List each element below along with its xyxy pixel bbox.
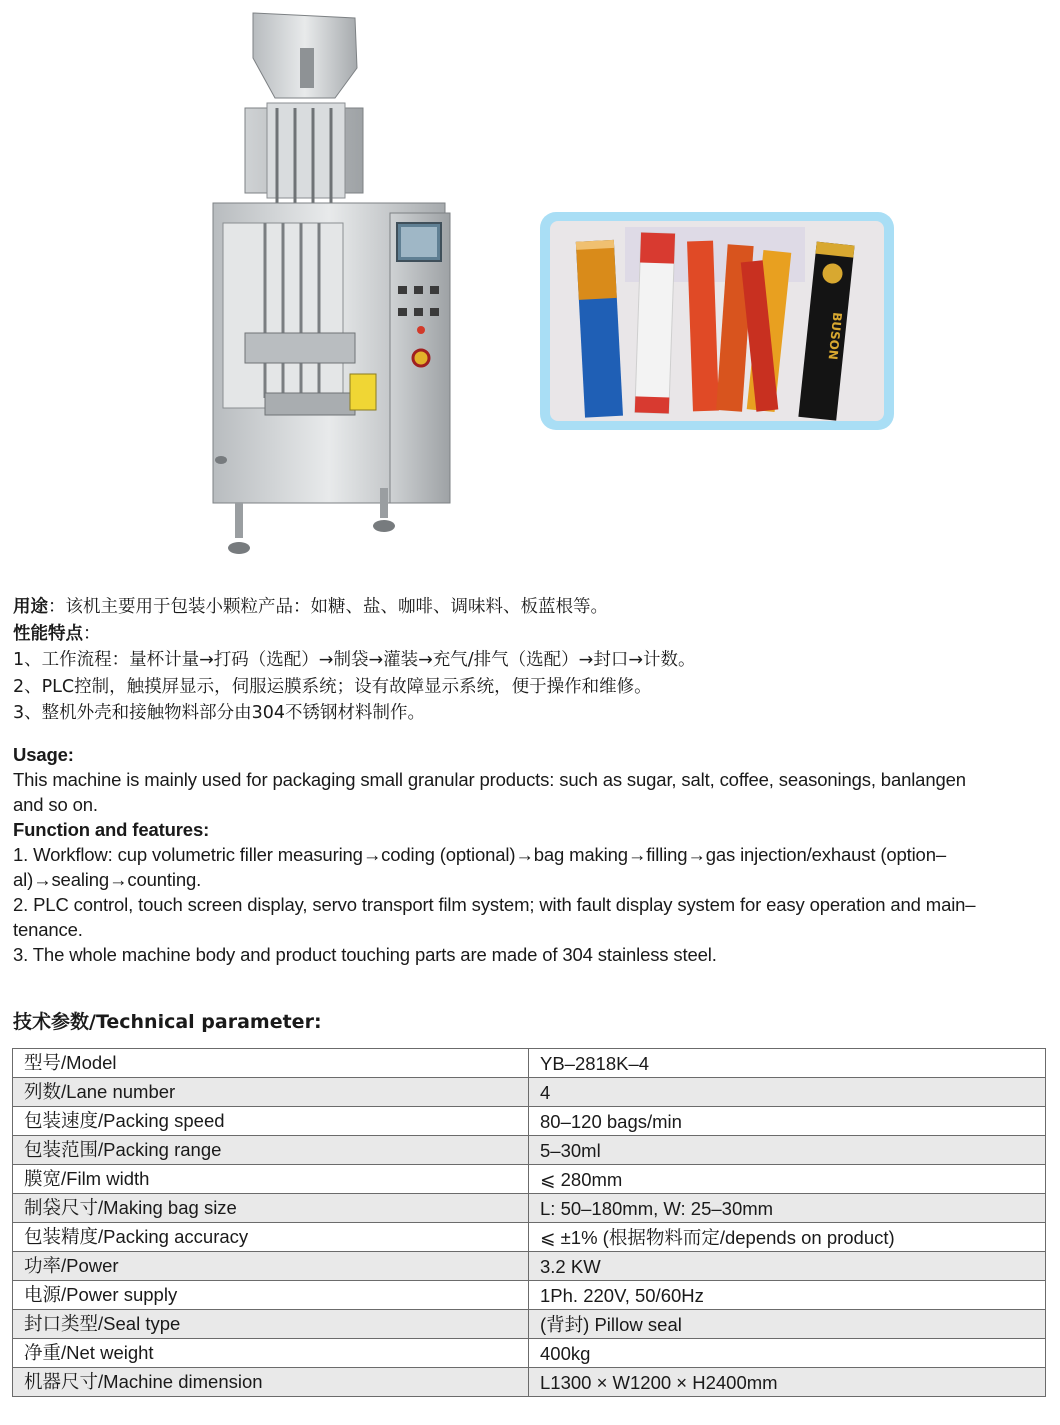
en-usage-line-2: and so on. (13, 794, 98, 815)
product-samples-frame (540, 212, 894, 430)
param-label-cn: 功率 (24, 1256, 62, 1277)
param-value-cell: 80–120 bags/min (529, 1107, 1046, 1136)
product-samples-image (550, 221, 884, 421)
cn-usage-label: 用途 (13, 597, 48, 617)
en-usage-line-1: This machine is mainly used for packaging small granular products: such as sugar, salt, coffee, seasonings, banlangen (13, 769, 966, 790)
param-value-cell: 400kg (529, 1339, 1046, 1368)
param-value-cell: ⩽ ±1% (根据物料而定/depends on product) (529, 1223, 1046, 1252)
param-label-cell (13, 1049, 529, 1078)
param-label-cell (13, 1252, 529, 1281)
param-label-en: /Power (61, 1255, 119, 1276)
param-label-en: /Making bag size (98, 1197, 237, 1218)
cn-feature-item-2: 2、PLC控制，触摸屏显示，伺服运膜系统；设有故障显示系统，便于操作和维修。 (13, 676, 652, 697)
param-label-cell (13, 1078, 529, 1107)
cn-features-colon: ： (83, 623, 101, 644)
table-row (13, 1078, 1046, 1107)
param-label-en: /Lane number (61, 1081, 176, 1102)
en-usage-label: Usage: (13, 744, 74, 765)
technical-parameter-table (12, 1048, 1046, 1397)
param-label-cn: 净重 (24, 1343, 62, 1364)
param-value-cell: L1300 × W1200 × H2400mm (529, 1368, 1046, 1397)
table-row (13, 1368, 1046, 1397)
param-value-cell: 1Ph. 220V, 50/60Hz (529, 1281, 1046, 1310)
param-label-cell (13, 1165, 529, 1194)
cn-usage-line (13, 594, 1043, 621)
param-label-cn: 封口类型 (24, 1314, 99, 1335)
param-label-cell (13, 1194, 529, 1223)
en-feature-line-2: al)→sealing→counting. (13, 869, 202, 890)
table-row (13, 1310, 1046, 1339)
param-label-cell (13, 1223, 529, 1252)
table-row (13, 1049, 1046, 1078)
buson-logo-text: BUSON (825, 311, 845, 361)
packaging-machine-image (205, 8, 475, 563)
cn-features-line (13, 621, 1043, 648)
param-label-en: /Power supply (61, 1284, 178, 1305)
en-feature-line-1: 1. Workflow: cup volumetric filler measuring→coding (optional)→bag making→filling→gas injection/exhaust (option– (13, 844, 946, 865)
param-label-cell (13, 1281, 529, 1310)
en-features-label: Function and features: (13, 819, 210, 840)
table-row (13, 1194, 1046, 1223)
param-label-en: /Model (61, 1052, 117, 1073)
param-value-cell: 3.2 KW (529, 1252, 1046, 1281)
param-value-cell: 4 (529, 1078, 1046, 1107)
param-label-cn: 机器尺寸 (24, 1372, 99, 1393)
param-label-cell (13, 1310, 529, 1339)
param-label-en: /Film width (61, 1168, 150, 1189)
technical-parameter-title: 技术参数/Technical parameter: (13, 1011, 322, 1033)
param-label-en: /Machine dimension (98, 1371, 263, 1392)
param-value-cell: ⩽ 280mm (529, 1165, 1046, 1194)
table-row (13, 1281, 1046, 1310)
param-value-cell: (背封) Pillow seal (529, 1310, 1046, 1339)
param-label-cn: 包装速度 (24, 1111, 99, 1132)
table-row (13, 1223, 1046, 1252)
en-feature-line-5: 3. The whole machine body and product touching parts are made of 304 stainless steel. (13, 944, 717, 965)
param-label-cn: 膜宽 (24, 1169, 62, 1190)
table-row (13, 1136, 1046, 1165)
en-feature-line-4: tenance. (13, 919, 83, 940)
param-label-en: /Seal type (98, 1313, 181, 1334)
param-label-en: /Packing accuracy (98, 1226, 249, 1247)
param-label-cn: 型号 (24, 1053, 62, 1074)
cn-feature-item-1: 1、工作流程：量杯计量→打码（选配）→制袋→灌装→充气/排气（选配）→封口→计数。 (13, 650, 696, 670)
english-description (13, 742, 1047, 967)
table-row (13, 1339, 1046, 1368)
param-value-cell: L: 50–180mm, W: 25–30mm (529, 1194, 1046, 1223)
param-label-cell (13, 1107, 529, 1136)
param-label-cn: 列数 (24, 1082, 62, 1103)
cn-feature-item-3: 3、整机外壳和接触物料部分由304不锈钢材料制作。 (13, 703, 426, 723)
param-label-en: /Packing speed (98, 1110, 225, 1131)
chinese-description (13, 594, 1043, 727)
param-value-cell: 5–30ml (529, 1136, 1046, 1165)
cn-usage-text: ：该机主要用于包装小颗粒产品：如糖、盐、咖啡、调味料、板蓝根等。 (48, 597, 608, 617)
param-label-cn: 包装范围 (24, 1140, 99, 1161)
cn-features-label: 性能特点 (13, 623, 83, 644)
param-label-cn: 电源 (24, 1285, 62, 1306)
param-label-cell (13, 1368, 529, 1397)
en-feature-line-3: 2. PLC control, touch screen display, servo transport film system; with fault display system for easy operation and main– (13, 894, 976, 915)
table-row (13, 1252, 1046, 1281)
param-label-en: /Net weight (61, 1342, 154, 1363)
param-label-en: /Packing range (98, 1139, 222, 1160)
param-label-cell (13, 1136, 529, 1165)
param-label-cn: 包装精度 (24, 1227, 99, 1248)
param-label-cell (13, 1339, 529, 1368)
table-row (13, 1107, 1046, 1136)
param-value-cell: YB–2818K–4 (529, 1049, 1046, 1078)
table-row (13, 1165, 1046, 1194)
param-label-cn: 制袋尺寸 (24, 1198, 99, 1219)
